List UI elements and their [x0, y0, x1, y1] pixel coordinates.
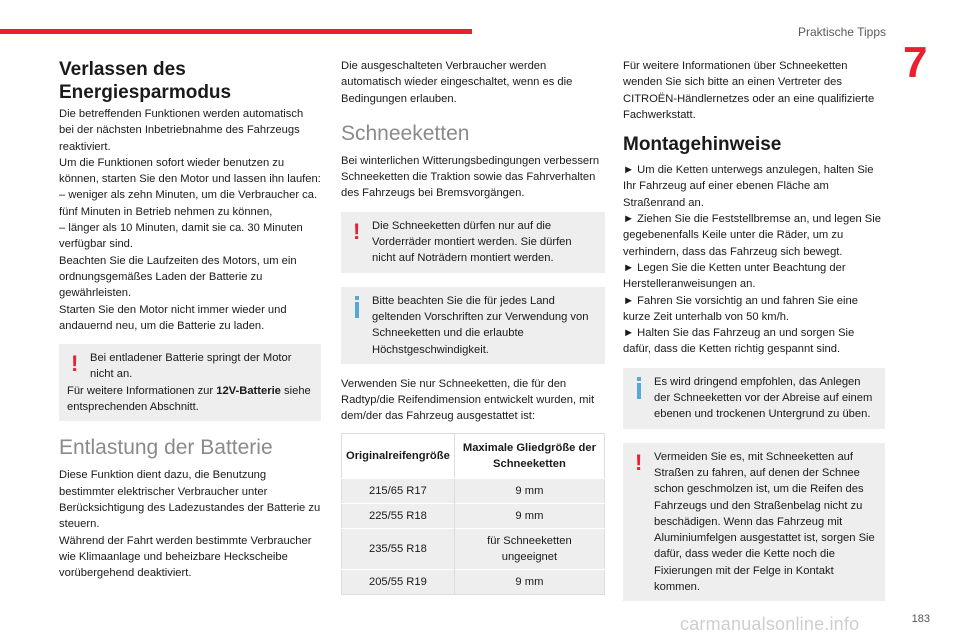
paragraph: Diese Funktion dient dazu, die Benutzung bestimmter elektrischer Verbraucher unter Berücksichtigung des Ladezustandes der Batterie zu steuern.: [59, 469, 321, 531]
table-cell: 205/55 R19: [342, 569, 455, 594]
battery-link: 12V-Batterie: [216, 384, 281, 397]
step-item: ► Um die Ketten unterwegs anzulegen, halten Sie Ihr Fahrzeug auf einer ebenen Fläche am Straßenrand an.: [623, 164, 874, 209]
heading-mounting-tips: Montagehinweise: [623, 134, 782, 156]
paragraph: Während der Fahrt werden bestimmte Verbraucher wie Klimaanlage und beheizbare Heckscheibe vorübergehend deaktiviert.: [59, 534, 312, 580]
warning-note-battery: [59, 344, 321, 421]
warning-text: Vermeiden Sie es, mit Schneeketten auf Straßen zu fahren, auf denen der Schnee schon geschmolzen ist, um die Reifen des Fahrzeugs und den Straßenbelag nicht zu beschädigen. Wenn das Fahrzeug mit Aluminiumfelgen ausgestattet ist, sorgen Sie dafür, dass weder die Kette noch die Fixierungen mit der Felge in Kontakt kommen.: [654, 450, 875, 594]
step-item: ► Fahren Sie vorsichtig an und fahren Sie eine kurze Zeit unterhalb von 50 km/h.: [623, 294, 858, 323]
warning-note-melted-snow: [623, 443, 885, 602]
warning-note-front-wheels: [341, 212, 605, 273]
table-cell: 9 mm: [454, 569, 604, 594]
paragraph: Bei winterlichen Witterungsbedingungen verbessern Schneeketten die Traktion sowie das Fahrverhalten des Fahrzeugs bei Bremsvorgängen.: [341, 154, 600, 200]
info-icon: [635, 377, 643, 399]
table-header: Originalreifengröße: [342, 433, 455, 478]
table-row: [342, 528, 605, 569]
table-cell: 215/65 R17: [342, 478, 455, 503]
table-cell: 225/55 R18: [342, 503, 455, 528]
column-middle: [341, 58, 605, 595]
paragraph: Die ausgeschalteten Verbraucher werden automatisch wieder eingeschaltet, wenn es die Bedingungen erlauben.: [341, 60, 573, 105]
step-item: ► Ziehen Sie die Feststellbremse an, und legen Sie gegebenenfalls Keile unter die Räder, um zu verhindern, dass das Fahrzeug sich bewegt.: [623, 213, 881, 258]
paragraph: Um die Funktionen sofort wieder benutzen zu können, starten Sie den Motor und lassen ihn laufen:: [59, 156, 321, 186]
table-cell: 9 mm: [454, 503, 604, 528]
header-accent-bar: [0, 29, 472, 34]
info-text: Bitte beachten Sie die für jedes Land geltenden Vorschriften zur Verwendung von Schneeketten und die erlaubte Höchstgeschwindigkeit.: [372, 294, 589, 356]
info-note-regulations: [341, 287, 605, 364]
table-row: [342, 503, 605, 528]
table-cell: für Schneeketten ungeeignet: [454, 528, 604, 569]
chapter-number: 7: [903, 38, 928, 87]
warning-text: Die Schneeketten dürfen nur auf die Vorderräder montiert werden. Sie dürfen nicht auf Noträdern montiert werden.: [372, 219, 572, 265]
table-cell: 9 mm: [454, 478, 604, 503]
section-title: Praktische Tipps: [797, 25, 886, 39]
paragraph: Die betreffenden Funktionen werden automatisch bei der nächsten Inbetriebnahme des Fahrzeugs reaktiviert.: [59, 108, 304, 153]
warning-icon: !: [635, 449, 643, 475]
heading-energy-save-exit: Verlassen des Energiesparmodus: [59, 59, 232, 103]
paragraph: Für weitere Informationen über Schneeketten wenden Sie sich bitte an einen Vertreter des CITROËN-Händlernetzes oder an eine qualifizierte Fachwerkstatt.: [623, 60, 875, 121]
table-row: [342, 569, 605, 594]
warning-icon: !: [71, 351, 79, 377]
watermark: carmanualsonline.info: [680, 614, 860, 634]
page-number: 183: [911, 613, 930, 625]
snow-chain-size-table: [341, 433, 605, 595]
table-header: Maximale Gliedgröße der Schneeketten: [454, 433, 604, 478]
paragraph: Beachten Sie die Laufzeiten des Motors, um ein ordnungsgemäßes Laden der Batterie zu gewährleisten.: [59, 254, 297, 300]
column-right: [623, 58, 885, 601]
info-icon: [353, 296, 361, 318]
table-header-row: [342, 433, 605, 478]
table-cell: 235/55 R18: [342, 528, 455, 569]
warning-icon: !: [353, 218, 361, 244]
info-note-practice: [623, 368, 885, 429]
warning-text-ref: Für weitere Informationen zur 12V-Batterie siehe entsprechenden Abschnitt.: [67, 384, 311, 414]
table-row: [342, 478, 605, 503]
step-item: ► Legen Sie die Ketten unter Beachtung der Herstelleranweisungen an.: [623, 261, 846, 291]
warning-text: Bei entladener Batterie springt der Motor nicht an.: [90, 352, 292, 381]
column-left: [59, 58, 321, 581]
heading-snow-chains: Schneeketten: [341, 121, 470, 145]
info-text: Es wird dringend empfohlen, das Anlegen der Schneeketten vor der Abreise auf einem ebenen und trockenen Untergrund zu üben.: [654, 375, 873, 421]
step-item: ► Halten Sie das Fahrzeug an und sorgen Sie dafür, dass die Ketten richtig gespannt sind.: [623, 327, 855, 356]
paragraph: Starten Sie den Motor nicht immer wieder und andauernd neu, um die Batterie zu laden.: [59, 303, 287, 332]
paragraph: – weniger als zehn Minuten, um die Verbraucher ca. fünf Minuten in Betrieb nehmen zu können,: [59, 189, 318, 218]
heading-battery-relief: Entlastung der Batterie: [59, 436, 273, 460]
paragraph: – länger als 10 Minuten, damit sie ca. 30 Minuten verfügbar sind.: [59, 222, 303, 251]
paragraph: Verwenden Sie nur Schneeketten, die für den Radtyp/die Reifendimension entwickelt wurden, mit dem/der das Fahrzeug ausgestattet ist:: [341, 377, 595, 423]
